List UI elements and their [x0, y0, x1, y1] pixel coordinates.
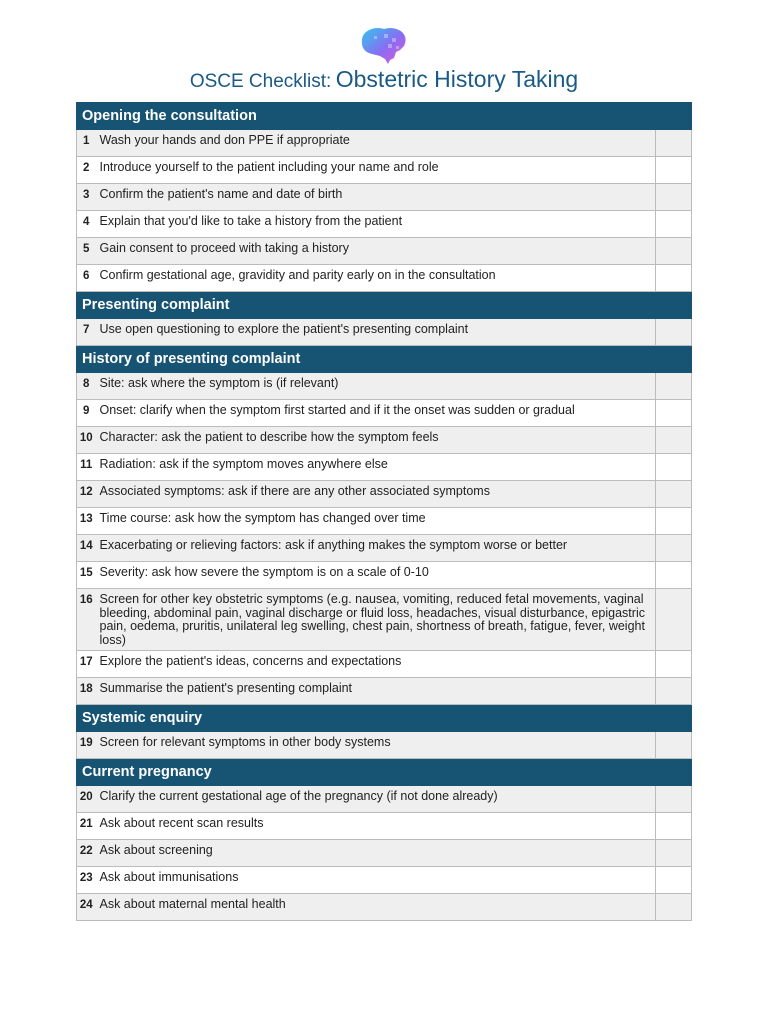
- item-text: Site: ask where the symptom is (if relevant): [96, 373, 656, 400]
- item-number: 24: [77, 894, 96, 921]
- item-number: 19: [77, 732, 96, 759]
- item-text: Radiation: ask if the symptom moves anywhere else: [96, 454, 656, 481]
- checkbox-cell[interactable]: [655, 894, 691, 921]
- section-header: [77, 346, 692, 373]
- checkbox-cell[interactable]: [655, 867, 691, 894]
- item-number: 14: [77, 535, 96, 562]
- checkbox-cell[interactable]: [655, 786, 691, 813]
- checklist-row: [77, 481, 692, 508]
- checklist-row: [77, 319, 692, 346]
- item-text: Summarise the patient's presenting complaint: [96, 678, 656, 705]
- item-number: 11: [77, 454, 96, 481]
- item-text: Ask about recent scan results: [96, 813, 656, 840]
- checklist-row: [77, 651, 692, 678]
- checklist-row: [77, 867, 692, 894]
- checklist-row: [77, 400, 692, 427]
- checklist-row: [77, 157, 692, 184]
- item-number: 10: [77, 427, 96, 454]
- checklist-row: [77, 508, 692, 535]
- item-text: Wash your hands and don PPE if appropriate: [96, 130, 656, 157]
- item-text: Explain that you'd like to take a history from the patient: [96, 211, 656, 238]
- item-text: Character: ask the patient to describe how the symptom feels: [96, 427, 656, 454]
- item-number: 18: [77, 678, 96, 705]
- item-number: 9: [77, 400, 96, 427]
- checkbox-cell[interactable]: [655, 238, 691, 265]
- checkbox-cell[interactable]: [655, 157, 691, 184]
- section-header: [77, 292, 692, 319]
- item-number: 12: [77, 481, 96, 508]
- item-number: 2: [77, 157, 96, 184]
- item-number: 1: [77, 130, 96, 157]
- section-title: Presenting complaint: [77, 292, 692, 319]
- checkbox-cell[interactable]: [655, 535, 691, 562]
- checkbox-cell[interactable]: [655, 562, 691, 589]
- checklist-row: [77, 211, 692, 238]
- checklist-row: [77, 427, 692, 454]
- checklist-row: [77, 130, 692, 157]
- item-text: Explore the patient's ideas, concerns and expectations: [96, 651, 656, 678]
- checkbox-cell[interactable]: [655, 589, 691, 651]
- section-title: Systemic enquiry: [77, 705, 692, 732]
- item-text: Confirm the patient's name and date of birth: [96, 184, 656, 211]
- item-text: Exacerbating or relieving factors: ask if anything makes the symptom worse or better: [96, 535, 656, 562]
- item-text: Use open questioning to explore the patient's presenting complaint: [96, 319, 656, 346]
- item-text: Confirm gestational age, gravidity and parity early on in the consultation: [96, 265, 656, 292]
- item-text: Gain consent to proceed with taking a history: [96, 238, 656, 265]
- section-header: [77, 705, 692, 732]
- section-header: [77, 759, 692, 786]
- item-number: 3: [77, 184, 96, 211]
- item-text: Ask about immunisations: [96, 867, 656, 894]
- item-number: 16: [77, 589, 96, 651]
- checklist-row: [77, 589, 692, 651]
- title-prefix: OSCE Checklist:: [189, 71, 332, 92]
- checkbox-cell[interactable]: [655, 400, 691, 427]
- section-header: [77, 103, 692, 130]
- brain-icon: [360, 26, 408, 64]
- checkbox-cell[interactable]: [655, 481, 691, 508]
- checklist-row: [77, 238, 692, 265]
- checkbox-cell[interactable]: [655, 454, 691, 481]
- checkbox-cell[interactable]: [655, 508, 691, 535]
- item-text: Ask about maternal mental health: [96, 894, 656, 921]
- checkbox-cell[interactable]: [655, 813, 691, 840]
- item-number: 5: [77, 238, 96, 265]
- checklist-row: [77, 840, 692, 867]
- checklist-table: [76, 102, 692, 921]
- checkbox-cell[interactable]: [655, 427, 691, 454]
- checklist-row: [77, 786, 692, 813]
- item-number: 7: [77, 319, 96, 346]
- checklist-row: [77, 732, 692, 759]
- item-text: Associated symptoms: ask if there are any other associated symptoms: [96, 481, 656, 508]
- checklist-row: [77, 562, 692, 589]
- item-number: 23: [77, 867, 96, 894]
- item-text: Time course: ask how the symptom has changed over time: [96, 508, 656, 535]
- item-text: Screen for relevant symptoms in other body systems: [96, 732, 656, 759]
- item-number: 6: [77, 265, 96, 292]
- title-main: Obstetric History Taking: [335, 66, 579, 92]
- item-number: 20: [77, 786, 96, 813]
- item-text: Clarify the current gestational age of the pregnancy (if not done already): [96, 786, 656, 813]
- item-number: 13: [77, 508, 96, 535]
- checkbox-cell[interactable]: [655, 319, 691, 346]
- item-number: 17: [77, 651, 96, 678]
- checklist-row: [77, 454, 692, 481]
- item-number: 4: [77, 211, 96, 238]
- checkbox-cell[interactable]: [655, 130, 691, 157]
- checklist-row: [77, 894, 692, 921]
- item-text: Severity: ask how severe the symptom is on a scale of 0-10: [96, 562, 656, 589]
- item-text: Onset: clarify when the symptom first started and if it the onset was sudden or gradual: [96, 400, 656, 427]
- checklist-row: [77, 265, 692, 292]
- checkbox-cell[interactable]: [655, 373, 691, 400]
- section-title: Current pregnancy: [77, 759, 692, 786]
- checkbox-cell[interactable]: [655, 651, 691, 678]
- item-number: 22: [77, 840, 96, 867]
- item-number: 21: [77, 813, 96, 840]
- item-number: 8: [77, 373, 96, 400]
- section-title: Opening the consultation: [77, 103, 692, 130]
- checklist-row: [77, 813, 692, 840]
- item-text: Introduce yourself to the patient including your name and role: [96, 157, 656, 184]
- checklist-row: [77, 678, 692, 705]
- item-number: 15: [77, 562, 96, 589]
- checkbox-cell[interactable]: [655, 265, 691, 292]
- checkbox-cell[interactable]: [655, 732, 691, 759]
- checklist-row: [77, 184, 692, 211]
- checkbox-cell[interactable]: [655, 678, 691, 705]
- item-text: Ask about screening: [96, 840, 656, 867]
- item-text: Screen for other key obstetric symptoms (e.g. nausea, vomiting, reduced fetal movements, vaginal bleeding, abdominal pain, vaginal discharge or fluid loss, headaches, visual disturbance, epigastric pain, oedema, pruritis, unilateral leg swelling, chest pain, shortness of breath, fatigue, fever, weight loss): [96, 589, 656, 651]
- checkbox-cell[interactable]: [655, 211, 691, 238]
- checkbox-cell[interactable]: [655, 840, 691, 867]
- checkbox-cell[interactable]: [655, 184, 691, 211]
- checklist-row: [77, 535, 692, 562]
- page-title: [0, 66, 768, 93]
- checklist-row: [77, 373, 692, 400]
- section-title: History of presenting complaint: [77, 346, 692, 373]
